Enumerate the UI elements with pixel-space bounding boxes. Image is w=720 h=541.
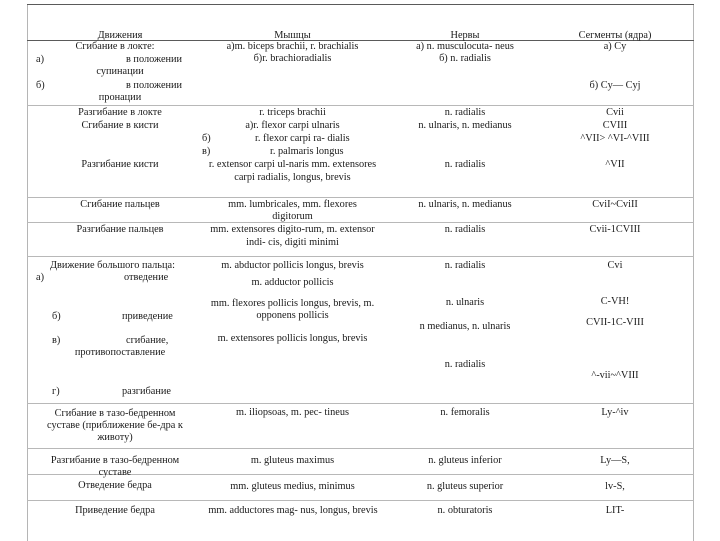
cell-movement: сгибание, [126, 335, 169, 346]
row-divider [27, 500, 694, 501]
cell-muscles: m. adductor pollicis [251, 277, 334, 288]
cell-nerves: б) n. radialis [439, 53, 491, 64]
cell-item-number: б) [36, 80, 45, 91]
cell-movement: отведение [124, 272, 169, 283]
header-top-line [27, 4, 694, 5]
cell-muscles: mm. flexores pollicis longus, brevis, m. [210, 298, 375, 309]
cell-muscles: indi- cis, digiti minimi [246, 237, 339, 248]
cell-segments: C-VH! [600, 296, 630, 307]
cell-nerves: n. radialis [444, 107, 486, 118]
cell-nerves: n. gluteus inferior [428, 455, 502, 466]
cell-muscles: mm. adductores mag- nus, longus, brevis [208, 505, 378, 516]
cell-movement: Сгибание пальцев [80, 199, 160, 210]
cell-item-number: а) [36, 272, 44, 283]
cell-nerves: n. femoralis [440, 407, 490, 418]
cell-item-number: а) [36, 54, 44, 65]
header-nerves: Нервы [450, 30, 480, 41]
cell-segments: Cvi [607, 260, 623, 271]
cell-movement: суставе (приближение бе-дра к [47, 420, 183, 431]
cell-segments: Ly—S, [600, 455, 630, 466]
cell-nerves: n. radialis [444, 224, 486, 235]
cell-muscles: б)r. brachioradialis [253, 53, 332, 64]
cell-muscles: r. triceps brachii [259, 107, 326, 118]
cell-movement: Сгибание в тазо-бедренном [54, 408, 176, 419]
cell-segments: а) Cy [603, 41, 627, 52]
cell-muscles: r. palmaris longus [270, 146, 344, 157]
row-divider [27, 197, 694, 198]
cell-segments: CVII-1C-VIII [586, 317, 644, 328]
cell-muscles: carpi radialis, longus, brevis [234, 172, 351, 183]
cell-movement: супинации [96, 66, 144, 77]
cell-muscles: r. extensor carpi ul-naris mm. extensores [208, 159, 377, 170]
cell-muscles: mm. extensores digito-rum, m. extensor [210, 224, 375, 235]
cell-segments: Ly-^iv [601, 407, 629, 418]
cell-nerves: n. ulnaris [445, 297, 485, 308]
cell-movement: Разгибание кисти [81, 159, 159, 170]
cell-muscles: opponens pollicis [256, 310, 329, 321]
cell-segments: lv-S, [605, 481, 625, 492]
header-movements: Движения [97, 30, 143, 41]
cell-nerves: n. gluteus superior [426, 481, 504, 492]
cell-movement: Отведение бедра [78, 480, 152, 491]
cell-movement: животу) [97, 432, 133, 443]
cell-item-number: б) [202, 133, 211, 144]
cell-segments: Cvii [606, 107, 624, 118]
cell-muscles: r. flexor carpi ra- dialis [255, 133, 350, 144]
cell-movement: противопоставление [74, 347, 166, 358]
cell-movement: Сгибание в локте: [75, 41, 155, 52]
cell-item-number: в) [52, 335, 61, 346]
cell-segments: ^VII> ^VI-^VIII [580, 133, 650, 144]
cell-muscles: mm. lumbricales, mm. flexores [228, 199, 357, 210]
cell-movement: в положении [126, 54, 183, 65]
cell-movement: в положении [126, 80, 183, 91]
cell-segments: ^-vii~^VIII [591, 370, 639, 381]
row-divider [27, 256, 694, 257]
cell-movement: Приведение бедра [75, 505, 155, 516]
cell-movement: суставе [98, 467, 132, 478]
cell-movement: разгибание [122, 386, 171, 397]
cell-muscles: m. extensores pollicis longus, brevis [217, 333, 368, 344]
cell-movement: Сгибание в кисти [81, 120, 159, 131]
cell-muscles: m. abductor pollicis longus, brevis [221, 260, 364, 271]
cell-segments: ^VII [605, 159, 625, 170]
cell-movement: приведение [122, 311, 173, 322]
cell-nerves: n. ulnaris, n. medianus [418, 120, 512, 131]
cell-muscles: а)m. biceps brachii, r. brachialis [226, 41, 359, 52]
cell-muscles: m. gluteus maximus [250, 455, 335, 466]
header-muscles: Мышцы [274, 30, 311, 41]
cell-movement: Движение большого пальца: [50, 260, 175, 271]
cell-movement: Разгибание пальцев [76, 224, 164, 235]
cell-nerves: n. radialis [444, 260, 486, 271]
cell-segments: CviI~CviII [592, 199, 638, 210]
cell-muscles: mm. gluteus medius, minimus [230, 481, 355, 492]
cell-item-number: г) [52, 386, 60, 397]
cell-nerves: n. obturatoris [437, 505, 493, 516]
row-divider [27, 403, 694, 404]
cell-muscles: а)r. flexor carpi ulnaris [245, 120, 340, 131]
cell-item-number: в) [202, 146, 211, 157]
cell-nerves: а) n. musculocuta- neus [416, 41, 514, 52]
cell-movement: пронации [98, 92, 142, 103]
cell-segments: б) Cy— Cyj [589, 80, 641, 91]
cell-nerves: n medianus, n. ulnaris [419, 321, 511, 332]
cell-item-number: б) [52, 311, 61, 322]
cell-nerves: n. radialis [444, 359, 486, 370]
cell-segments: CVIII [602, 120, 628, 131]
cell-segments: Cvii-1CVIII [589, 224, 641, 235]
cell-nerves: n. ulnaris, n. medianus [418, 199, 512, 210]
header-segments: Сегменты (ядра) [578, 30, 652, 41]
cell-segments: LIT- [605, 505, 625, 516]
cell-nerves: n. radialis [444, 159, 486, 170]
row-divider [27, 105, 694, 106]
cell-muscles: digitorum [272, 211, 313, 222]
cell-muscles: m. iliopsoas, m. pec- tineus [236, 407, 349, 418]
row-divider [27, 448, 694, 449]
cell-movement: Разгибание в локте [78, 107, 162, 118]
cell-movement: Разгибание в тазо-бедренном [50, 455, 180, 466]
